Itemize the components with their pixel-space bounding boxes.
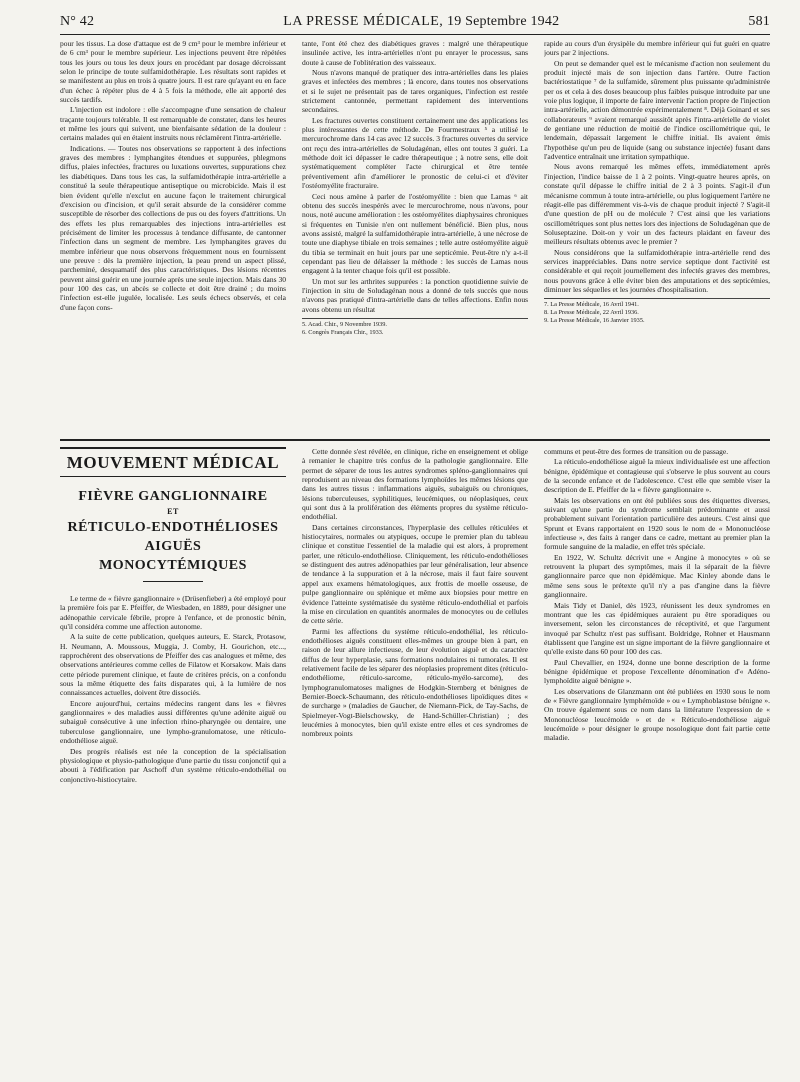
paragraph: Paul Chevallier, en 1924, donne une bonne description de la forme bénigne épidémique et propose l'excellente dénomination d'« Adéno-lymphoïdite aiguë bénigne ». (544, 657, 770, 686)
footnotes (302, 318, 528, 337)
top-columns (60, 39, 770, 435)
paragraph: rapide au cours d'un érysipèle du membre inférieur qui fut guéri en quatre jours par 2 injections. (544, 39, 770, 58)
footnote: 5. Acad. Chir., 9 Novembre 1939. (302, 320, 387, 328)
section-heading: MOUVEMENT MÉDICAL (60, 447, 286, 477)
paragraph: Les observations de Glanzmann ont été publiées en 1930 sous le nom de « Fièvre ganglionnaire lymphémoïde » ou « Lymphoblastose bénigne ». On trouve également sous ce nom dans la littérature l'expression de « Mononucléose leucémoïde » et de « Réticulo-endothéliose aiguë leucémoïde » pour désigner le groupe nosologique dont fait partie cette maladie. (544, 686, 770, 743)
paragraph: Ceci nous amène à parler de l'ostéomyélite : bien que Lamas ⁶ ait obtenu des succès inespérés avec le mercurochrome, nous n'avons, pour nous, noté aucune amélioration : les ostéomyélites diaphysaires chroniques si fréquentes en Tunisie n'en ont nullement bénéficié. Bien plus, nous avons assisté, malgré la sulfamidothérapie intra-artérielle, à une nécrose de toute une diaphyse tibiale en trois semaines ; telle autre ostéomyélite aiguë du tibia se terminait en huit jours par une septicémie. Peut-être n'y a-t-il cependant pas lieu de délaisser la méthode : les succès de Lamas nous engagent à la tenter chaque fois qu'il est possible. (302, 191, 528, 276)
title-separator (143, 581, 203, 582)
header-rule (60, 34, 770, 35)
article-title-line: MONOCYTÉMIQUES (99, 558, 247, 573)
paragraph: Parmi les affections du système réticulo-endothélial, les réticulo-endothélioses aiguës constituent elles-mêmes un groupe bien à part, en raison de leur allure infectieuse, de leur évolution aiguë et du caractère diffus de leur hyperplasie, sans formations nodulaires ni tumorales. Il est relativement facile de les séparer des néoplasies proprement dites (réticulo-endothéliome, réticulo-sarcome, réticulo-myélo-sarcome), des lymphogranulomatoses malignes de Hodgkin-Sternberg et bénignes de Bernier-Boeck-Schaumann, des réticulo-endothélioses lipoïdiques dites « de surcharge » (maladies de Gaucher, de Niemann-Pick, de Tay-Sachs, de Spielmeyer-Vogt-Bielschowsky, de Hand-Schüller-Christian) ; des leucémies à monocytes, bien qu'il existe entre elles et ces syndromes de nombreux points (302, 626, 528, 739)
paragraph: tante, l'ont été chez des diabétiques graves : malgré une thérapeutique insulinée active, les intra-artérielles n'ont pu enrayer le processus, sans doute à cause de l'oblitération des vaisseaux. (302, 39, 528, 67)
paragraph: Des progrès réalisés est née la conception de la spécialisation physiologique et physio-pathologique d'une partie du tissu conjonctif qui a abouti à l'édification par Aschoff d'un système réticulo-endothélial ou conjonctivo-histiocytaire. (60, 746, 286, 784)
paragraph: communs et peut-être des formes de transition ou de passage. (544, 447, 729, 456)
paragraph: En 1922, W. Schultz décrivit une « Angine à monocytes » où se retrouvent la plupart des symptômes, mais il la séparait de la fièvre ganglionnaire parce que non épidémique. Mac Kinley abonde dans le même sens sous le prétexte qu'il n'y a pas d'angine dans la fièvre ganglionnaire. (544, 552, 770, 600)
article-title-line: AIGUËS (144, 539, 202, 554)
paragraph: pour les tissus. La dose d'attaque est de 9 cm³ pour le membre inférieur et de 6 cm³ pour le membre supérieur. Les injections peuvent être répétées tous les jours ou tous les deux jours en procédant par dosage décroissant selon le principe de toute sulfamidothérapie. Les résultats sont rapides et se manifestent au plus en trois à quatre jours. Il est rare qu'ayant eu en face d'un échec à répéter plus de 4 à 5 fois la méthode, elle ait apporté des succès tardifs. (60, 39, 286, 105)
paragraph: Nous avons remarqué les mêmes effets, immédiatement après l'injection, l'indice baisse de 1 à 2 points. Vingt-quatre heures après, on constate qu'il dépasse le chiffre initial de 2 à 3 points. S'agit-il d'un mécanisme commun à toute intra-artérielle, ou plus logiquement l'artère ne réagit-elle pas différemment vis-à-vis de chaque produit injecté ? S'agit-il d'une question de pH ou de molécule ? C'est ainsi que les variations oscillométriques sont plus nettes lors des injections de Soludagénan que de Soluseptazine. Doit-on y voir un des facteurs plaidant en faveur des meilleurs résultats obtenus avec le premier ? (544, 162, 770, 247)
section-divider (60, 439, 770, 441)
page-header (60, 14, 770, 32)
page-number: 581 (748, 14, 770, 29)
article-title (60, 487, 286, 582)
top-column-2 (302, 39, 528, 435)
paragraph: On peut se demander quel est le mécanisme d'action non seulement du produit injecté mais de son injection dans l'artère. Outre l'action bactériostatique ⁷ de la sulfamide, sûrement plus puissante qu'administrée per os et cela à des doses beaucoup plus faibles puisque introduite par une voie plus logique, il importe de faire intervenir l'action propre de l'injection intra-artérielle, action démontrée expérimentalement ⁸. Déjà Goinard et ses collaborateurs ⁹ avaient remarqué aussitôt après l'intra-artérielle de violet de gentiane une réduction de moitié de l'indice oscillométrique qui, le lendemain, dépassait largement le chiffre initial. Ils avaient émis l'hypothèse qu'un peu de liquide (sang ou substance injectée) fusant dans l'adventice entraînait une irritation sympathique. (544, 58, 770, 162)
article-title-line: RÉTICULO-ENDOTHÉLIOSES (67, 520, 279, 535)
paragraph: Dans certaines circonstances, l'hyperplasie des cellules réticulées et histiocytaires, normales ou atypiques, occupe le premier plan du tableau clinique et constitue l'essentiel de la maladie qui est alors, à proprement parler, une réticulo-endothéliose. Cliniquement, les réticulo-endothélioses se distinguent des autres adénopathies par leur généralisation, leur absence de tendance à la suppuration et à la nécrose, mais il faut faire souvent appel aux examens hématologiques, aux frottis de moelle osseuse, de pulpe ganglionnaire ou splénique et même aux biopsies pour mettre en évidence l'atteinte systématisée du système réticulo-endothélial et parfois la mise en circulation en quantités anormales de monocytes ou de cellules de cette série. (302, 522, 528, 626)
top-column-1 (60, 39, 286, 435)
paragraph: Mais Tidy et Daniel, dès 1923, réunissent les deux syndromes en montrant que les cas épidémiques auraient pu être sporadiques ou inversement, selon les circonstances de réceptivité, et que l'argument invoqué par Schultz n'est pas suffisant. Boldridge, Rohner et Hausmann établissent que l'angine est un signe important de la fièvre ganglionnaire et qu'elle existe dans 60 pour 100 des cas. (544, 600, 770, 657)
paragraph: Nous considérons que la sulfamidothérapie intra-artérielle rend des services inappréciables. Dans notre service septique dont l'activité est considérable et qui reçoit journellement des infectés graves des membres, nous pouvons grâce à elle éviter bien des amputations et des septicémies, diminuer les séquelles et les journées d'hospitalisation. (544, 247, 770, 294)
paragraph: La réticulo-endothéliose aiguë la mieux individualisée est une affection bénigne, épidémique et contagieuse qui s'observe le plus souvent au cours de la seconde enfance et de l'adolescence. C'est elle que semble viser la description de E. Pfeiffer de la « fièvre ganglionnaire ». (544, 457, 770, 495)
paragraph: Mais les observations en ont été publiées sous des étiquettes diverses, suivant qu'une partie du syndrome semblait prédominante et aussi probablement suivant l'orientation particulière des auteurs. C'est ainsi que Sprunt et Evans rapportaient en 1920 sous le nom de « Mononucléose infectieuse », des faits à ranger dans ce cadre, mettant au premier plan la formule sanguine de la maladie, en effet très spéciale. (544, 495, 770, 552)
issue-date: 19 Septembre 1942 (447, 14, 560, 29)
bottom-columns (60, 447, 770, 1007)
paragraph: Les fractures ouvertes constituent certainement une des applications les plus intéressantes de cette méthode. De Fourmestraux ⁵ a utilisé le mercurochrome dans 14 cas avec 12 succès. 3 fractures ouvertes du service ont reçu des intra-artérielles de Soludagénan, elles ont toutes 3 guéri. La méthode doit ici dépasser le cadre thérapeutique ; à notre sens, elle doit systématiquement compléter l'acte chirurgical et être tentée préventivement afin d'améliorer le pronostic de celui-ci et d'éviter l'ostéomyélite fracturaire. (302, 115, 528, 191)
top-column-3 (544, 39, 770, 435)
paragraph: Un mot sur les arthrites suppurées : la ponction quotidienne suivie de l'injection in situ de Soludagénan nous a donné de tels succès que nous n'avons pas pratiqué d'intra-artérielle dans de telles affections. Enfin nous avons obtenu un résultat (302, 276, 528, 314)
footnotes (544, 298, 770, 325)
paragraph: Le terme de « fièvre ganglionnaire » (Drüsenfieber) a été employé pour la première fois par E. Pfeiffer, de Wiesbaden, en 1889, pour désigner une adénopathie cervicale fébrile, propre à l'enfance, et de pronostic bénin, qu'il considéra comme une affection autonome. (60, 594, 286, 632)
bottom-column-3 (544, 447, 770, 1007)
paragraph: A la suite de cette publication, quelques auteurs, E. Starck, Protasow, H. Neumann, A. Moussous, Muggia, J. Comby, H. Gourichon, etc..., rapprochèrent des observations de Pfeiffer des cas analogues et même, des observations antérieures comme celles de Filatow et Korsakow. Mais dans cette période purement clinique, et faute de critères précis, on a confondu sous la même étiquette des faits disparates qui, à la lumière de nos connaissances actuelles, doivent être dissociés. (60, 632, 286, 698)
paragraph: Indications. — Toutes nos observations se rapportent à des infections graves des membres : lymphangites étendues et suppurées, phlegmons diffus, plaies infectées, fractures ou luxations ouvertes, suppurations chez les diabétiques. Dans tous les cas, la sulfamidothérapie intra-artérielle a constitué la seule thérapeutique antiseptique ou microbicide. Mais il est bien évident qu'elle n'exclut en aucune façon le traitement chirurgical d'excision ou d'incision, et qu'il serait absurde de la considérer comme susceptible de résorber des collections de pus ou des foyers d'attritions. Un des effets les plus remarquables des injections intra-artérielles est précisément de limiter les processus à tendance diffusante, de cantonner l'infection dans un segment de membre. Les lymphangites graves du membre inférieur que nous observons fréquemment nous en fournissent une preuve : dès la première injection, la peau prend un aspect plissé, parcheminé, desquamatif des plus caractéristiques. Des lésions récentes peuvent ainsi guérir en une journée après une seule injection. Mais dans 30 pour 100 des cas, un abcès se collecte et doit être drainé ; du moins l'infection est-elle jugulée, localisée. Les seuls échecs observés, et cela d'une façon cons- (60, 143, 286, 312)
journal-title: LA PRESSE MÉDICALE, (283, 14, 444, 29)
journal-title-line (283, 14, 559, 30)
bottom-column-2 (302, 447, 528, 1007)
paragraph: Encore aujourd'hui, certains médecins rangent dans les « fièvres ganglionnaires » des maladies aussi différentes qu'une adénite aiguë ou subaiguë consécutive à une infection rhino-pharyngée ou dentaire, une tuberculose ganglionnaire, une lympho-granulomatose, une réticulo-endothéliose aiguë. (60, 698, 286, 746)
paragraph: Nous n'avons manqué de pratiquer des intra-artérielles dans les plaies graves et infectées des membres ; là encore, dans toutes nos observations et si le sujet ne présentait pas de tares organiques, l'infection est restée strictement cantonnée, permettant rapidement des interventions secondaires. (302, 68, 528, 115)
paragraph: Cette donnée s'est révélée, en clinique, riche en enseignement et oblige à remanier le chapitre très confus de la pathologie ganglionnaire. Elle permet de séparer de tous les autres syndromes spléno-ganglionnaires qui reproduisent au niveau des formations lymphoïdes les mêmes lésions que dans les autres tissus : inflammations aiguës, subaiguës ou chroniques, lésions tuberculeuses, syphilitiques, leucémiques, ou néoplasiques, ceux qui sont dus à la prolifération des éléments propres du système réticulo-endothélial. (302, 447, 528, 522)
footnote: 6. Congrès Français Chir., 1933. (302, 328, 384, 336)
footnote: 8. La Presse Médicale, 22 Avril 1936. (544, 309, 639, 317)
paragraph: L'injection est indolore : elle s'accompagne d'une sensation de chaleur traçante toujours tolérable. Il est remarquable de constater, dans les heures et même les jours qui suivent, une bienfaisante sédation de la douleur : certains malades qui en étaient instruits nous réclamèrent l'intra-artérielle. (60, 105, 286, 143)
footnote: 9. La Presse Médicale, 16 Janvier 1935. (544, 317, 645, 325)
article-title-line: FIÈVRE GANGLIONNAIRE (78, 489, 268, 504)
footnote: 7. La Presse Médicale, 16 Avril 1941. (544, 301, 639, 309)
issue-number: N° 42 (60, 14, 95, 29)
bottom-column-1 (60, 447, 286, 1007)
article-title-conjunction: ET (167, 507, 179, 516)
